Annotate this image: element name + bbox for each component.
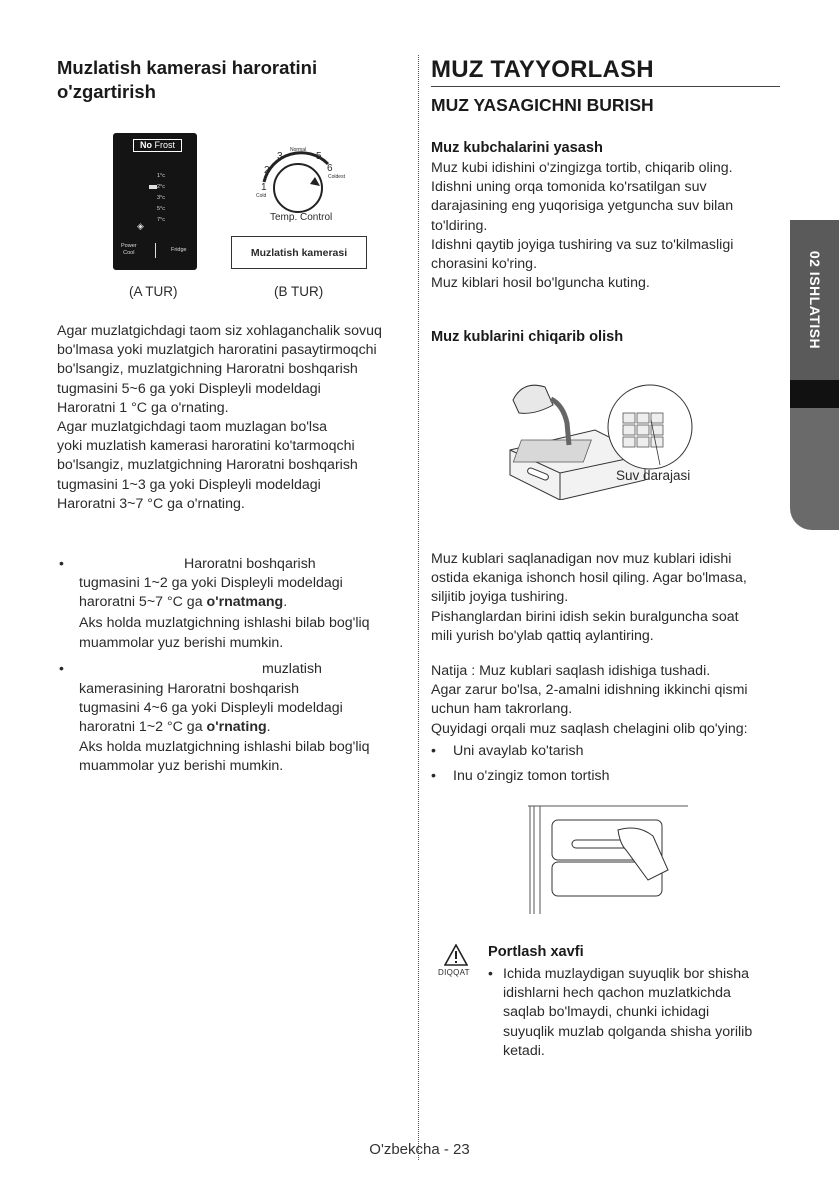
drawer-illustration [528,800,698,918]
dial-label-coldest: Coldest [328,174,345,180]
bucket-bullets [431,742,786,786]
bullet-1-body: tugmasini 1~2 ga yoki Displeyli modeldagi haroratni 5~7 °C ga o'rnatmang. Aks holda muzlatgichning ishlashi bilab bog'liq muammolar yuz berishi mumkin. [79,575,370,651]
panel-a-temp-list: 1°c 2°c 3°c 5°c 7°c [157,173,166,223]
side-tab-marker [790,380,839,408]
droplet-icon: ◈ [137,221,144,231]
bullet-dot: • [488,965,493,981]
side-tab-label: 02 ISHLATISH [806,250,823,350]
bullet-dot: • [59,660,64,676]
page-title: MUZ TAYYORLASH [431,56,654,83]
panel-a-temp-marker [149,185,157,189]
temp-control-label: Temp. Control [270,212,333,223]
remove-ice-paragraph: Muz kublari saqlanadigan nov muz kublari idishi ostida ekaniga ishonch hosil qiling. Agar bo'lmasa, siljitib joyiga tushiring. Pishanglardan birini idish sekin buralguncha soat mili yurish bo'ylab qattiq aylantiring. [431,551,747,644]
page-number: O'zbekcha - 23 [369,1141,470,1158]
bullet-1-first-line: Haroratni boshqarish [184,556,316,572]
warning-label: DIQQAT [438,968,470,977]
title-rule [431,86,780,87]
dial-number-2: 2 [264,165,270,176]
panel-a-display [113,133,197,270]
warning-body: Ichida muzlaydigan suyuqlik bor shisha idishlarni hech qachon muzlatkichda saqlab bo'lmaydi, chunki ichidagi suyuqlik muzlab qolganda shisha yorilib ketadi. [503,966,753,1059]
water-level-label: Suv darajasi [616,468,691,483]
section-heading-remove-ice: Muz kublarini chiqarib olish [431,329,624,345]
caption-b-tur: (B TUR) [274,284,324,299]
bullet-dot: • [59,555,64,571]
list-item: • Uni avaylab ko'tarish [431,743,584,759]
page-subtitle: MUZ YASAGICHNI BURISH [431,95,654,115]
make-ice-paragraph: Muz kubi idishini o'zingizga tortib, chiqarib oling. Idishni uning orqa tomonida ko'rsatilgan suv darajasining eng yuqorisiga yetguncha suv bilan to'ldiring. Idishni qaytib joyiga tushiring va suz to'kilmasligi chorasini ko'ring. Muz kiblari hosil bo'lguncha kuting. [431,160,734,292]
freezer-compartment-box: Muzlatish kamerasi [231,236,367,269]
panel-a-brand: No Frost [133,139,182,152]
panel-a-separator [155,243,156,258]
dial-number-6: 6 [327,163,333,174]
bullet-2-body: kamerasining Haroratni boshqarish tugmasini 4~6 ga yoki Displeyli modeldagi haroratni 1~2 °C ga o'rnating. Aks holda muzlatgichning ishlashi bilab bog'liq muammolar yuz berishi mumkin. [79,681,370,774]
dial-number-5: 5 [316,151,322,162]
dial-label-normal: Normal [290,147,307,153]
warning-title: Portlash xavfi [488,944,584,960]
list-item: • Inu o'zingiz tomon tortish [431,768,610,785]
dial-number-3: 3 [277,151,283,162]
warning-triangle-icon [444,944,468,966]
section-heading-make-ice: Muz kubchalarini yasash [431,140,603,156]
result-paragraph: Natija : Muz kublari saqlash idishiga tushadi. Agar zarur bo'lsa, 2-amalni idishning ikkinchi qismi uchun ham takrorlang. Quyidagi orqali muz saqlash chelagini olib qo'ying: [431,663,748,737]
column-divider [418,55,419,1160]
caption-a-tur: (A TUR) [129,284,178,299]
section-heading-freezer-temp: Muzlatish kamerasi haroratini o'zgartirish [57,57,318,102]
power-cool-button[interactable]: Power Cool [121,243,137,256]
dial-number-1: 1 [261,182,267,193]
fridge-button[interactable]: Fridge [171,247,187,253]
bullet-2-first-line: muzlatish [262,661,322,677]
freezer-temp-paragraph: Agar muzlatgichdagi taom siz xohlaganchalik sovuq bo'lmasa yoki muzlatgich haroratini pasaytirmoqchi bo'lsangiz, muzlatgichning Haroratni boshqarish tugmasini 5~6 ga yoki Displeyli modeldagi Haroratni 1 °C ga o'rnating. Agar muzlatgichdagi taom muzlagan bo'lsa yoki muzlatish kamerasi haroratini ko'tarmoqchi bo'lsangiz, muzlatgichning Haroratni boshqarish tugmasini 1~3 ga yoki Displeyli modeldagi Haroratni 3~7 °C ga o'rnating. [57,323,382,512]
side-tab-lower [790,408,839,530]
dial-label-cold: Cold [256,193,267,199]
